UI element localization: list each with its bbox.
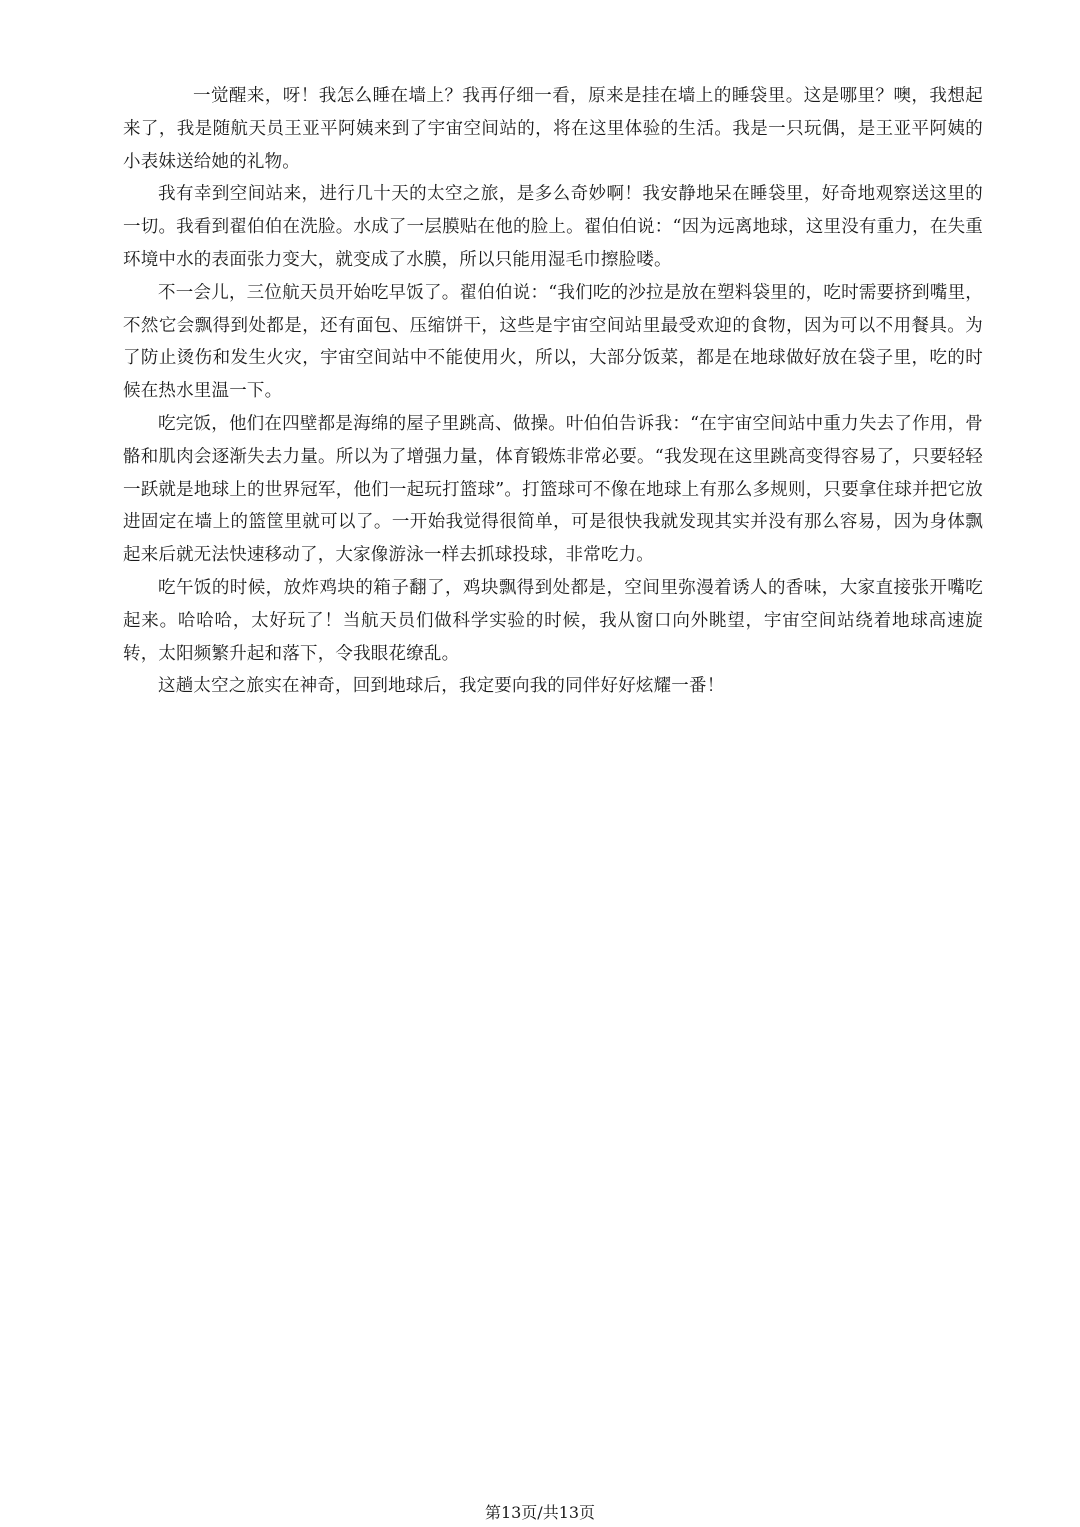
page-number-footer: 第13页/共13页 xyxy=(484,1503,596,1522)
paragraph-1: 一觉醒来，呀！我怎么睡在墙上？我再仔细一看，原来是挂在墙上的睡袋里。这是哪里？噢，我想起来了，我是随航天员王亚平阿姨来到了宇宙空间站的，将在这里体验的生活。我是一只玩偶，是王亚平阿姨的小表妹送给她的礼物。 xyxy=(123,86,983,172)
paragraph-5: 吃午饭的时候，放炸鸡块的箱子翻了，鸡块飘得到处都是，空间里弥漫着诱人的香味，大家直接张开嘴吃起来。哈哈哈，太好玩了！当航天员们做科学实验的时候，我从窗口向外眺望，宇宙空间站绕着地球高速旋转，太阳频繁升起和落下，令我眼花缭乱。 xyxy=(123,577,983,664)
paragraph-3: 不一会儿，三位航天员开始吃早饭了。翟伯伯说：“我们吃的沙拉是放在塑料袋里的，吃时需要挤到嘴里，不然它会飘得到处都是，还有面包、压缩饼干，这些是宇宙空间站里最受欢迎的食物，因为可以不用餐具。为了防止烫伤和发生火灾，宇宙空间站中不能使用火，所以，大部分饭菜，都是在地球做好放在袋子里，吃的时候在热水里温一下。 xyxy=(123,282,983,402)
paragraph-4: 吃完饭，他们在四壁都是海绵的屋子里跳高、做操。叶伯伯告诉我：“在宇宙空间站中重力失去了作用，骨骼和肌肉会逐渐失去力量。所以为了增强力量，体育锻炼非常必要。“我发现在这里跳高变得容易了，只要轻轻一跃就是地球上的世界冠军，他们一起玩打篮球”。打篮球可不像在地球上有那么多规则，只要拿住球并把它放进固定在墙上的篮筐里就可以了。一开始我觉得很简单，可是很快我就发现其实并没有那么容易，因为身体飘起来后就无法快速移动了，大家像游泳一样去抓球投球，非常吃力。 xyxy=(123,413,983,566)
paragraph-2: 我有幸到空间站来，进行几十天的太空之旅，是多么奇妙啊！我安静地呆在睡袋里，好奇地观察送这里的一切。我看到翟伯伯在洗脸。水成了一层膜贴在他的脸上。翟伯伯说：“因为远离地球，这里没有重力，在失重环境中水的表面张力变大，就变成了水膜，所以只能用湿毛巾擦脸喽。 xyxy=(123,184,983,270)
paragraph-6: 这趟太空之旅实在神奇，回到地球后，我定要向我的同伴好好炫耀一番！ xyxy=(158,676,725,697)
essay-body xyxy=(123,80,983,703)
